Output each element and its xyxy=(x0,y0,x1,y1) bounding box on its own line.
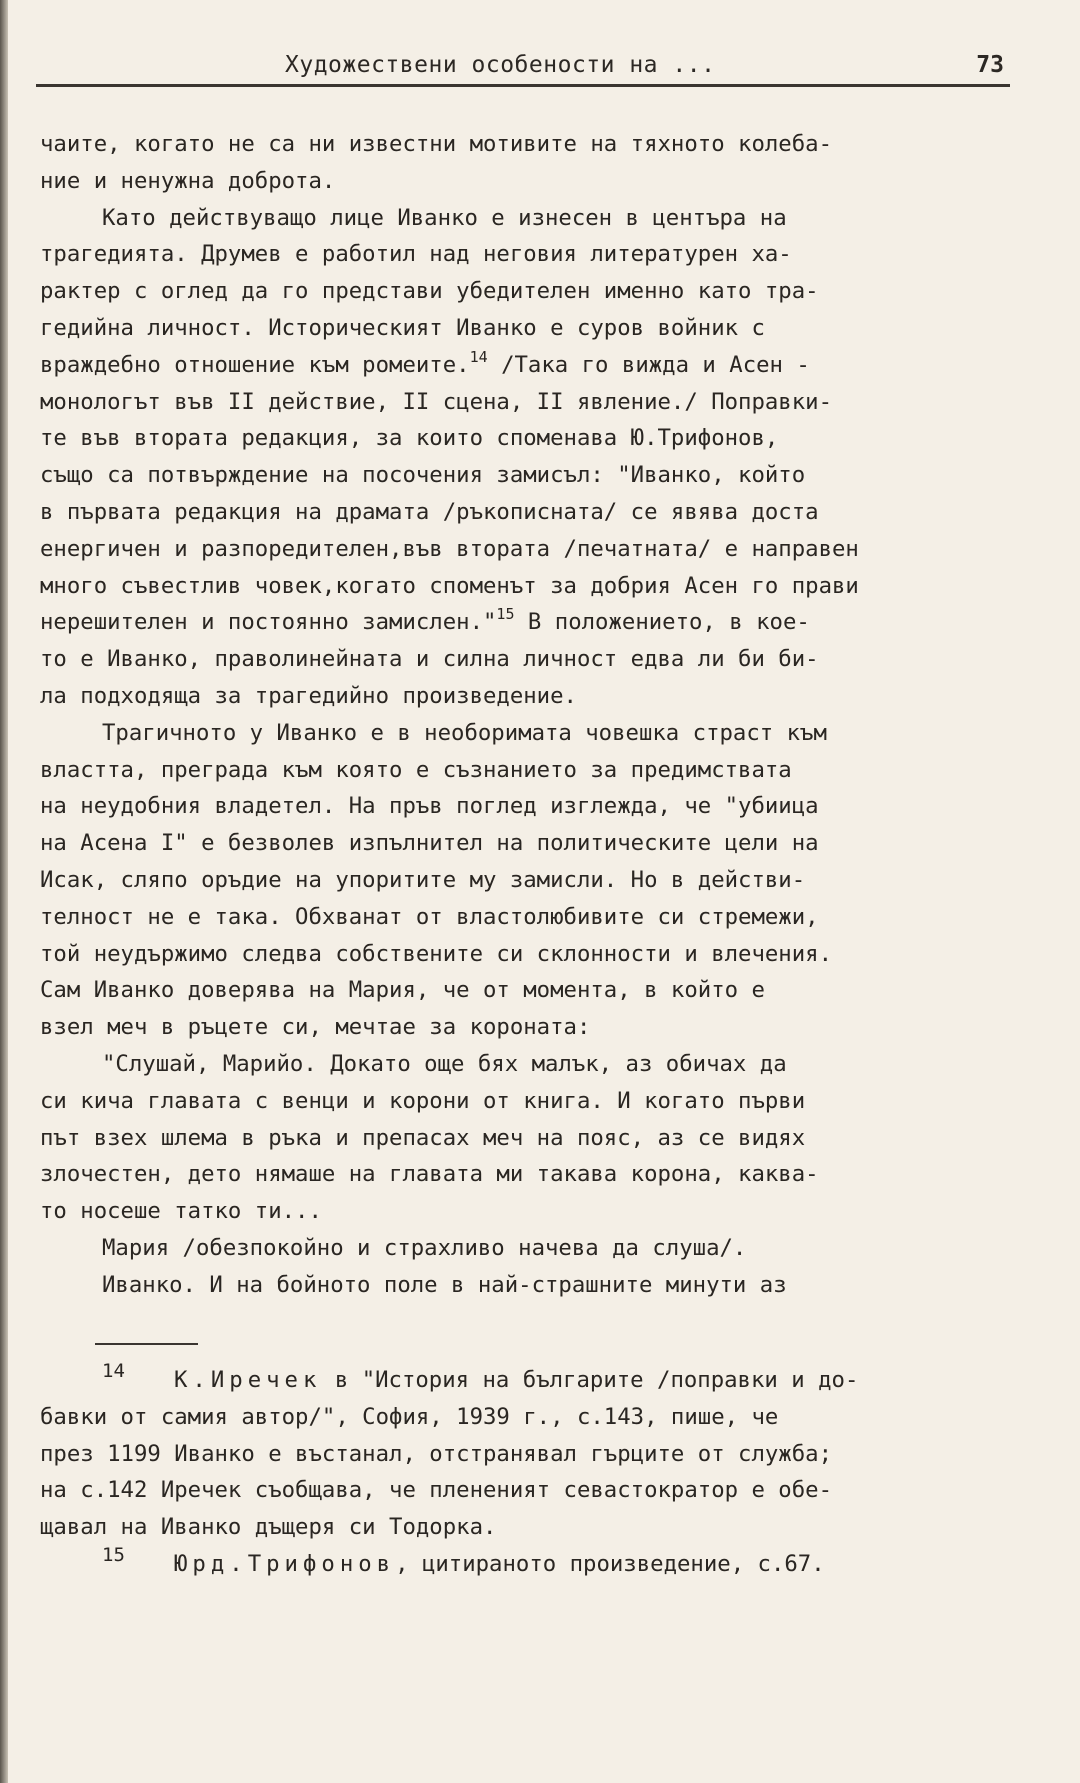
text-line: монологът във II действие, II сцена, II явление./ Поправки- xyxy=(40,388,833,415)
quote-line: злочестен, дето нямаше на главата ми такава корона, каква- xyxy=(40,1161,819,1188)
running-header xyxy=(40,52,1010,88)
page-number: 73 xyxy=(976,52,1004,78)
footnote-author: Юрд.Трифонов xyxy=(174,1550,396,1577)
text-line: те във втората редакция, за които споменава Ю.Трифонов, xyxy=(40,425,779,452)
text-line: енергичен и разпоредителен,във втората /печатната/ е направен xyxy=(40,535,859,562)
footnote-text: , цитираното произведение, с.67. xyxy=(395,1550,825,1577)
text-segment: враждебно отношение към ромеите. xyxy=(40,351,470,378)
text-line: на неудобния владетел. На пръв поглед изглежда, че "убиица xyxy=(40,793,819,820)
text-line: много съвестлив човек,когато споменът за добрия Асен го прави xyxy=(40,572,859,599)
quote-line: Иванко. И на бойното поле в най-страшните минути аз xyxy=(102,1271,787,1298)
text-line: чаите, когато не са ни известни мотивите на тяхното колеба- xyxy=(40,131,833,157)
running-title: Художествени особености на ... xyxy=(285,52,716,78)
footnote-rule xyxy=(95,1343,198,1345)
footnote-line: през 1199 Иванко е въстанал, отстранявал гърците от служба; xyxy=(40,1440,833,1467)
footnote-ref-15: 15 xyxy=(496,605,515,624)
text-segment: нерешителен и постоянно замислен." xyxy=(40,609,497,636)
footnote-author: К.Иречек xyxy=(174,1367,322,1393)
quote-line: то носеше татко ти... xyxy=(40,1198,322,1225)
footnote-text: в "История на българите /поправки и до- xyxy=(334,1367,859,1393)
footnote-15: 15 Юрд.Трифонов, цитираното произведение, с.67. xyxy=(102,1545,825,1577)
text-line xyxy=(40,604,1020,641)
text-line xyxy=(40,347,1020,384)
header-rule xyxy=(36,84,1010,87)
text-line: на Асена I" е безволев изпълнител на политическите цели на xyxy=(40,830,819,857)
footnote-14: 14 К.Иречек в "История на българите /поправки и до- xyxy=(102,1362,859,1393)
text-line: ла подходяща за трагедийно произведение. xyxy=(40,682,577,709)
text-line: рактер с оглед да го представи убедителен именно като тра- xyxy=(40,278,819,305)
text-segment: В положението, в кое- xyxy=(527,609,810,636)
text-line: трагедията. Друмев е работил над неговия литературен ха- xyxy=(40,241,792,268)
text-line: той неудържимо следва собствените си склонности и влечения. xyxy=(40,940,833,967)
footnote-ref-14: 14 xyxy=(469,347,488,366)
text-line: ние и ненужна доброта. xyxy=(40,167,336,194)
main-text xyxy=(40,126,1020,1304)
text-line: Исак, сляпо оръдие на упоритите му замисли. Но в действи- xyxy=(40,866,806,893)
footnote-line: щавал на Иванко дъщеря си Тодорка. xyxy=(40,1514,497,1541)
text-line: Трагичното у Иванко е в необоримата човешка страст към xyxy=(102,719,827,746)
text-line: властта, преграда към която е съзнанието за предимствата xyxy=(40,756,792,783)
quote-line: път взех шлема в ръка и препасах меч на пояс, аз се видях xyxy=(40,1124,806,1151)
footnotes xyxy=(40,1362,1020,1583)
text-line: то е Иванко, праволинейната и силна личност едва ли би би- xyxy=(40,646,819,673)
footnote-line: на с.142 Иречек съобщава, че плененият севастократор е обе- xyxy=(40,1477,833,1504)
text-line: Сам Иванко доверява на Мария, че от момента, в който е xyxy=(40,977,765,1004)
text-line: гедийна личност. Историческият Иванко е суров войник с xyxy=(40,314,765,341)
page-edge xyxy=(0,0,8,1783)
quote-line: Мария /обезпокойно и страхливо начева да слуша/. xyxy=(102,1234,747,1261)
footnote-line: бавки от самия автор/", София, 1939 г., с.143, пише, че xyxy=(40,1403,779,1430)
text-line: Като действуващо лице Иванко е изнесен в центъра на xyxy=(102,204,787,231)
quote-line: си кича главата с венци и корони от книга. И когато първи xyxy=(40,1087,806,1114)
quote-line: "Слушай, Марийо. Докато още бях малък, аз обичах да xyxy=(102,1050,787,1077)
text-line: телност не е така. Обхванат от властолюбивите си стремежи, xyxy=(40,903,819,930)
text-line: също са потвърждение на посочения замисъл: "Иванко, който xyxy=(40,462,806,489)
text-line: в първата редакция на драмата /ръкописната/ се явява доста xyxy=(40,498,819,525)
text-line: взел меч в ръцете си, мечтае за короната: xyxy=(40,1014,591,1041)
text-segment: /Така го вижда и Асен - xyxy=(501,351,810,378)
